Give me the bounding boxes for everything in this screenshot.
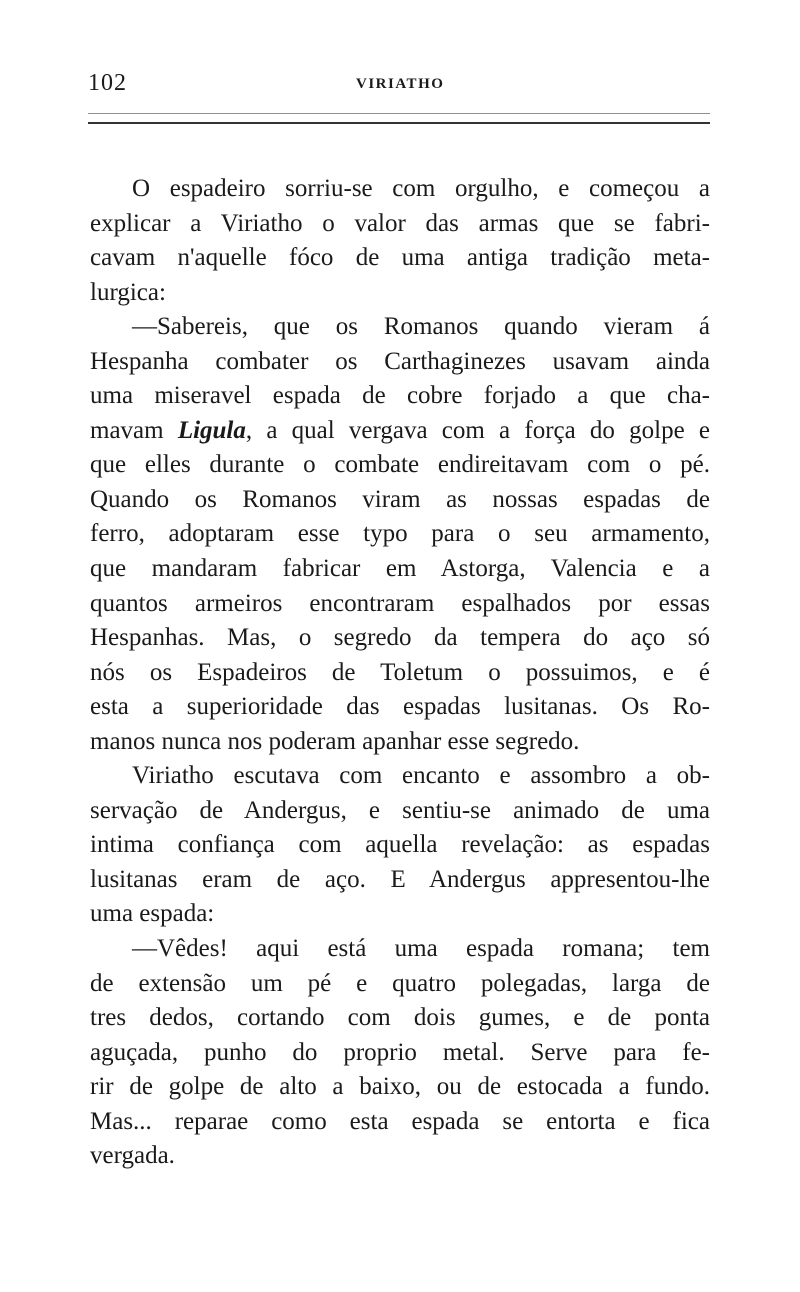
text-line: Hespanha combater os Carthaginezes usavam ainda xyxy=(90,347,710,375)
text-segment: mavam xyxy=(90,416,178,444)
page-header xyxy=(88,70,710,106)
text-line: cavam n'aquelle fóco de uma antiga tradição meta- xyxy=(90,244,710,272)
text-line: lurgica: xyxy=(90,278,166,306)
text-line: manos nunca nos poderam apanhar esse segredo. xyxy=(90,727,580,755)
text-line: aguçada, punho do proprio metal. Serve para fe- xyxy=(90,1038,710,1066)
text-line: que elles durante o combate endireitavam com o pé. xyxy=(90,451,710,479)
text-line: rir de golpe de alto a baixo, ou de estocada a fundo. xyxy=(90,1073,710,1101)
text-line: esta a superioridade das espadas lusitanas. Os Ro- xyxy=(90,693,710,721)
body-text xyxy=(90,172,710,1174)
text-line: O espadeiro sorriu-se com orgulho, e começou a xyxy=(132,175,710,202)
text-line: —Vêdes! aqui está uma espada romana; tem xyxy=(132,935,710,963)
text-line: que mandaram fabricar em Astorga, Valencia e a xyxy=(90,555,710,583)
text-line: servação de Andergus, e sentiu-se animado de uma xyxy=(90,796,710,824)
header-rule-thick xyxy=(88,122,710,124)
text-line: nós os Espadeiros de Toletum o possuimos, e é xyxy=(90,658,710,686)
text-line: Quando os Romanos viram as nossas espadas de xyxy=(90,485,710,513)
text-line: ferro, adoptaram esse typo para o seu armamento, xyxy=(90,520,710,548)
text-segment: , a qual vergava com a força do golpe e xyxy=(245,416,711,444)
text-line: uma espada: xyxy=(90,900,215,928)
text-line: vergada. xyxy=(90,1142,175,1170)
page-number: 102 xyxy=(88,70,127,96)
text-line xyxy=(90,414,710,449)
header-rule-thin xyxy=(88,113,710,114)
text-line: Viriatho escutava com encanto e assombro a ob- xyxy=(132,762,710,790)
text-line: intima confiança com aquella revelação: as espadas xyxy=(90,831,710,859)
running-title: VIRIATHO xyxy=(356,76,445,92)
text-line: Mas... reparae como esta espada se entorta e fica xyxy=(90,1107,710,1135)
text-line: lusitanas eram de aço. E Andergus appresentou-lhe xyxy=(90,865,710,893)
text-line: Hespanhas. Mas, o segredo da tempera do aço só xyxy=(90,624,710,652)
text-line: —Sabereis, que os Romanos quando vieram á xyxy=(132,313,710,341)
emphasized-word: Ligula xyxy=(177,416,246,444)
text-line: tres dedos, cortando com dois gumes, e de ponta xyxy=(90,1004,710,1032)
text-line: de extensão um pé e quatro polegadas, larga de xyxy=(90,969,710,997)
text-line: explicar a Viriatho o valor das armas que se fabri- xyxy=(90,209,710,237)
text-line: uma miseravel espada de cobre forjado a que cha- xyxy=(90,382,710,410)
text-line: quantos armeiros encontraram espalhados por essas xyxy=(90,589,710,617)
